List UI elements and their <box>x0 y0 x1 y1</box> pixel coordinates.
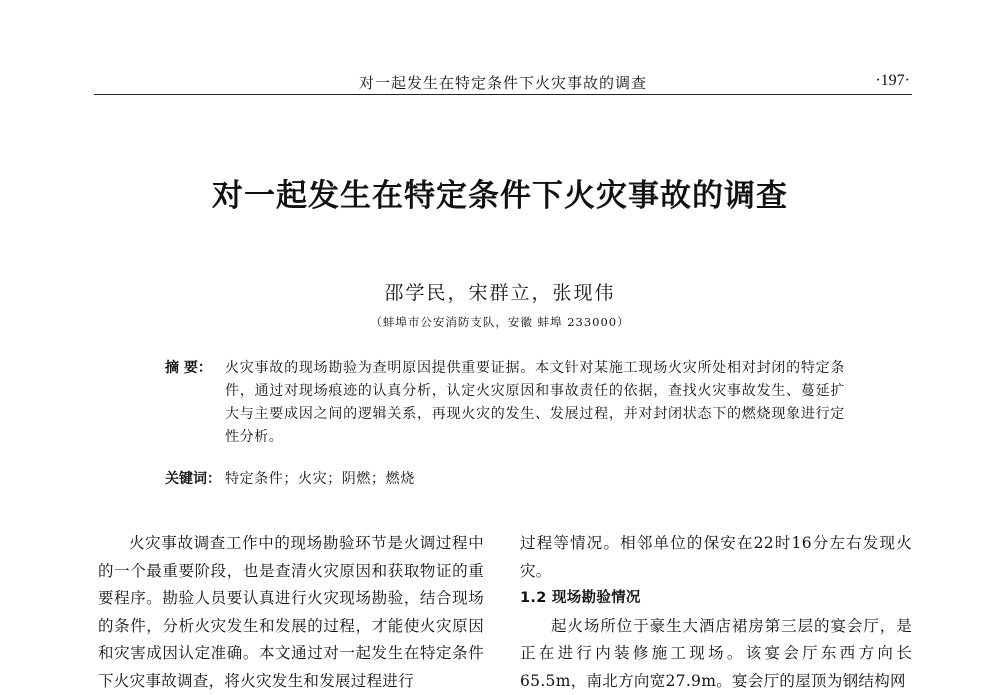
paper-title: 对一起发生在特定条件下火灾事故的调查 <box>0 170 1000 215</box>
abstract <box>165 357 845 449</box>
authors: 邵学民，宋群立，张现伟 <box>0 278 1000 305</box>
abstract-text: 火灾事故的现场勘验为查明原因提供重要证据。本文针对某施工现场火灾所处相对封闭的特定条件，通过对现场痕迹的认真分析，认定火灾原因和事故责任的依据，查找火灾事故发生、蔓延扩大与主要成因之间的逻辑关系，再现火灾的发生、发展过程，并对封闭状态下的燃烧现象进行定性分析。 <box>225 357 845 449</box>
body-paragraph: 起火场所位于豪生大酒店裙房第三层的宴会厅，是正在进行内装修施工现场。该宴会厅东西方向长65.5m，南北方向宽27.9m。宴会厅的屋顶为钢结构网 <box>520 613 912 695</box>
running-header <box>94 64 912 95</box>
affiliation: （蚌埠市公安消防支队，安徽 蚌埠 233000） <box>0 314 1000 330</box>
section-heading: 1.2 现场勘验情况 <box>520 585 912 613</box>
body-left-column <box>98 530 484 695</box>
running-title: 对一起发生在特定条件下火灾事故的调查 <box>94 72 912 93</box>
body-paragraph: 火灾事故调查工作中的现场勘验环节是火调过程中的一个最重要阶段，也是查清火灾原因和获取物证的重要程序。勘验人员要认真进行火灾现场勘验，结合现场的条件，分析火灾发生和发展的过程，才能使火灾原因和灾害成因认定准确。本文通过对一起发生在特定条件下火灾事故调查，将火灾发生和发展过程进行 <box>98 530 484 695</box>
keywords <box>165 468 845 491</box>
body-paragraph-continuation: 过程等情况。相邻单位的保安在22时16分左右发现火灾。 <box>520 530 912 585</box>
abstract-label: 摘 要： <box>165 357 225 380</box>
body-right-column <box>520 530 912 695</box>
keywords-text: 特定条件；火灾；阴燃；燃烧 <box>225 471 415 487</box>
page-number: ·197· <box>875 72 910 90</box>
keywords-label: 关键词： <box>165 468 225 491</box>
